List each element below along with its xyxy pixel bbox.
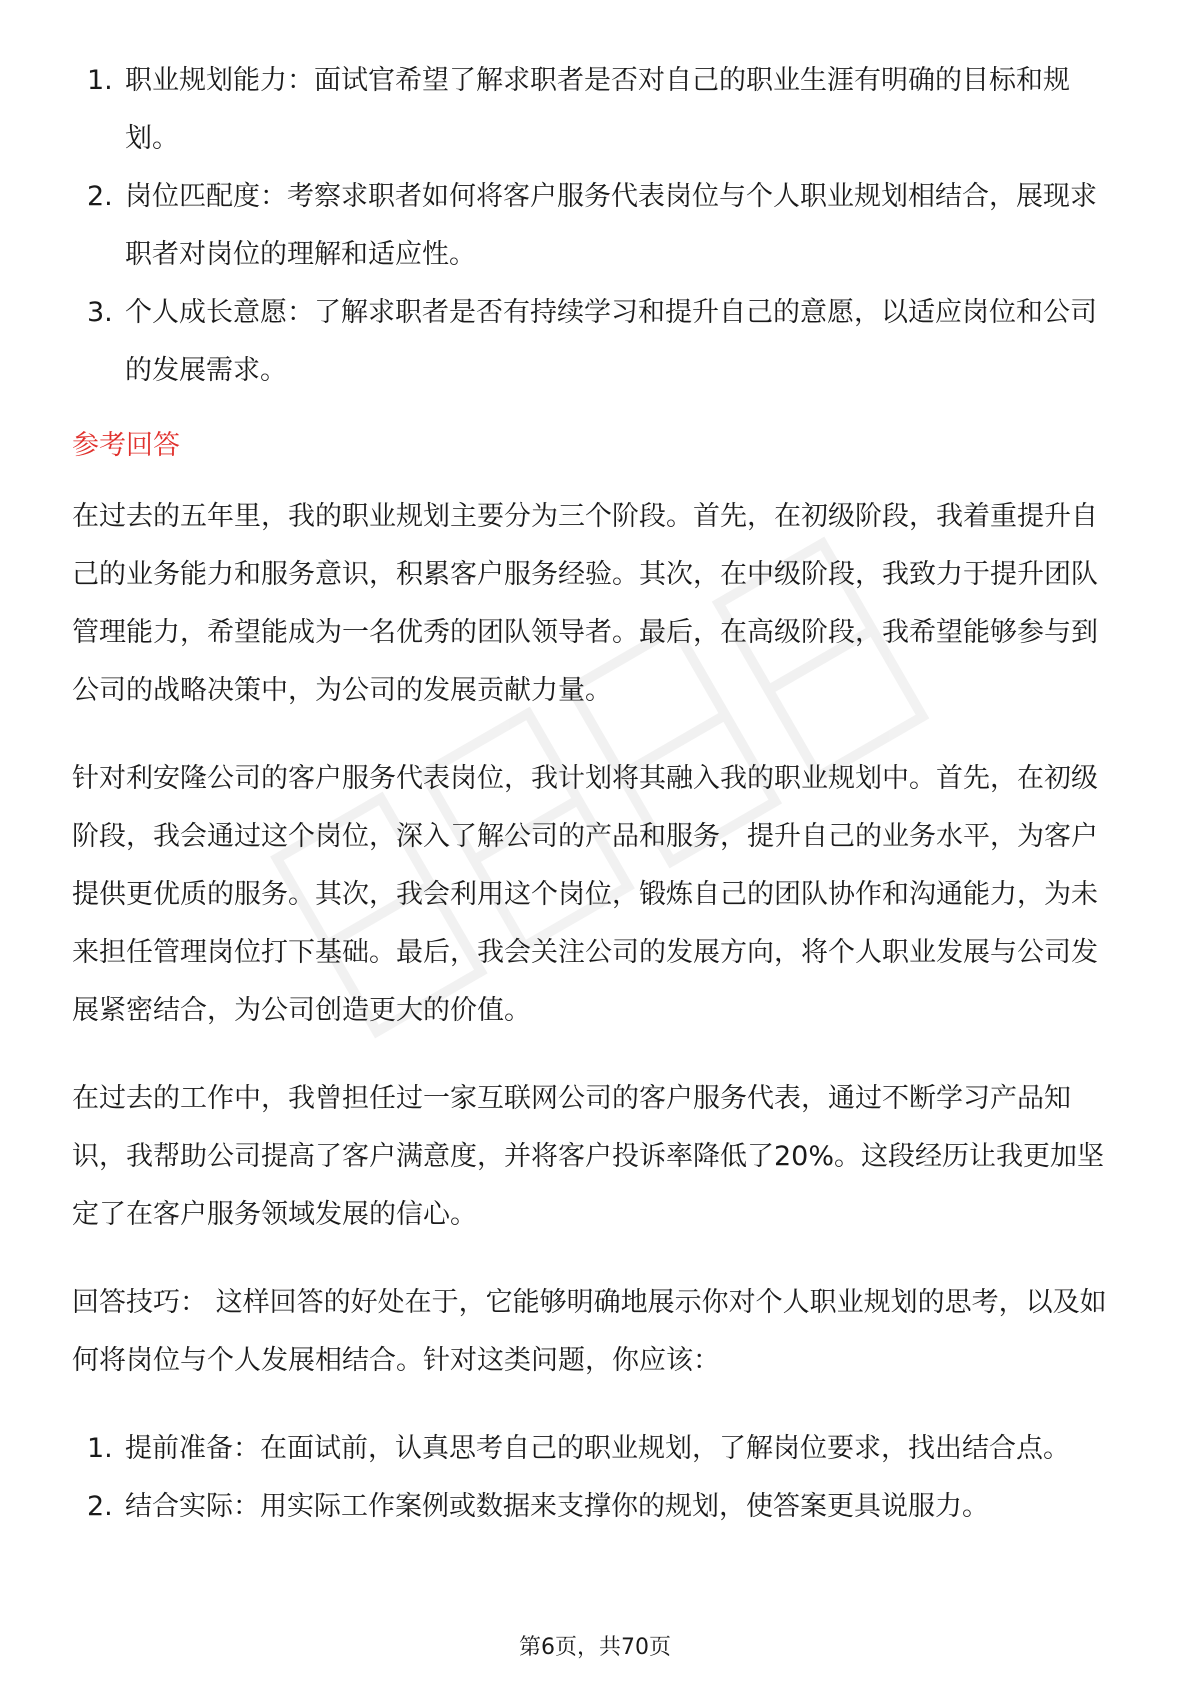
answer-paragraph: 在过去的五年里，我的职业规划主要分为三个阶段。首先，在初级阶段，我着重提升自己的业务能力和服务意识，积累客户服务经验。其次，在中级阶段，我致力于提升团队管理能力，希望能成为一名优秀的团队领导者。最后，在高级阶段，我希望能够参与到公司的战略决策中，为公司的发展贡献力量。 [72, 501, 1098, 706]
list-number: 3. [87, 297, 113, 328]
list-text: 职业规划能力：面试官希望了解求职者是否对自己的职业生涯有明确的目标和规划。 [125, 65, 1070, 154]
list-number: 2. [87, 1491, 113, 1522]
list-text: 个人成长意愿：了解求职者是否有持续学习和提升自己的意愿，以适应岗位和公司的发展需求。 [125, 297, 1097, 386]
answer-paragraph: 针对利安隆公司的客户服务代表岗位，我计划将其融入我的职业规划中。首先，在初级阶段，我会通过这个岗位，深入了解公司的产品和服务，提升自己的业务水平，为客户提供更优质的服务。其次，我会利用这个岗位，锻炼自己的团队协作和沟通能力，为未来担任管理岗位打下基础。最后，我会关注公司的发展方向，将个人职业发展与公司发展紧密结合，为公司创造更大的价值。 [72, 763, 1098, 1026]
list-number: 1. [87, 65, 113, 96]
criteria-list [72, 52, 1122, 400]
tips-paragraph: 回答技巧： 这样回答的好处在于，它能够明确地展示你对个人职业规划的思考，以及如何将岗位与个人发展相结合。针对这类问题，你应该： [72, 1287, 1107, 1376]
list-text: 岗位匹配度：考察求职者如何将客户服务代表岗位与个人职业规划相结合，展现求职者对岗位的理解和适应性。 [125, 181, 1097, 270]
page-footer: 第6页，共70页 [519, 1635, 671, 1660]
list-item [72, 1478, 1122, 1536]
tips-list [72, 1420, 1122, 1536]
list-item [72, 52, 1122, 168]
list-text: 结合实际：用实际工作案例或数据来支撑你的规划，使答案更具说服力。 [125, 1491, 989, 1522]
list-item [72, 168, 1122, 284]
list-item [72, 1420, 1122, 1478]
answer-paragraph: 在过去的工作中，我曾担任过一家互联网公司的客户服务代表，通过不断学习产品知识，我帮助公司提高了客户满意度，并将客户投诉率降低了20%。这段经历让我更加坚定了在客户服务领域发展的信心。 [72, 1083, 1105, 1230]
section-title: 参考回答 [72, 430, 180, 461]
list-number: 1. [87, 1433, 113, 1464]
document-page [72, 52, 1122, 1536]
list-item [72, 284, 1122, 400]
list-number: 2. [87, 181, 113, 212]
list-text: 提前准备：在面试前，认真思考自己的职业规划，了解岗位要求，找出结合点。 [125, 1433, 1070, 1464]
